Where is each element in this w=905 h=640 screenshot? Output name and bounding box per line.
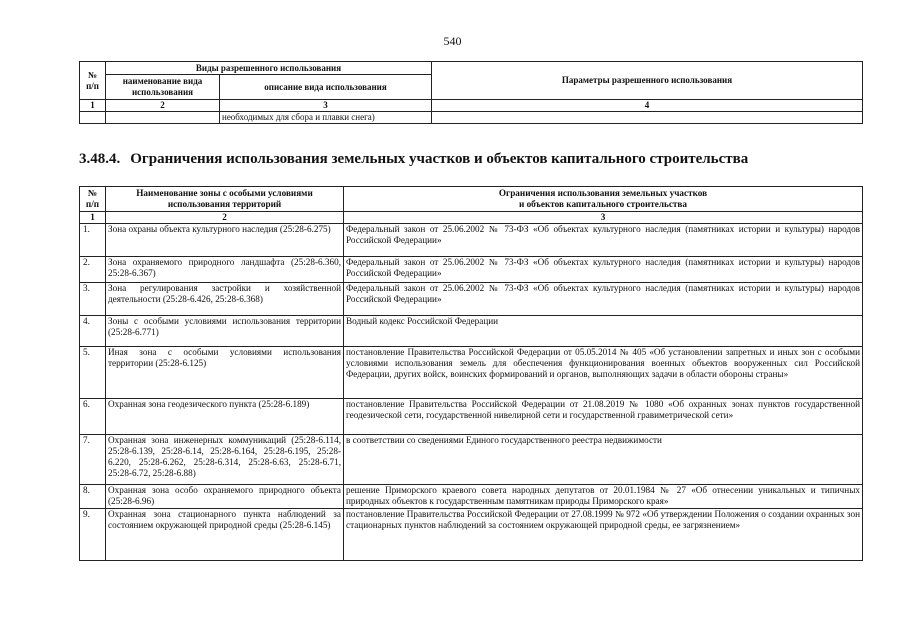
table-row — [80, 509, 863, 561]
row-zone: Охранная зона стационарного пункта наблюдений за состоянием окружающей природной среды (25:28-6.145) — [106, 509, 344, 561]
cell-num — [80, 112, 106, 124]
row-num: 7. — [80, 435, 106, 485]
row-restriction: решение Приморского краевого совета народных депутатов от 20.01.1984 № 27 «Об отнесении уникальных и типичных природных объектов к государственным памятникам природы Приморского края» — [344, 485, 863, 509]
header-zone: Наименование зоны с особыми условиями использования территорий — [106, 187, 344, 212]
table-row — [80, 283, 863, 316]
column-number: 1 — [80, 100, 106, 112]
row-restriction: Федеральный закон от 25.06.2002 № 73-ФЗ «Об объектах культурного наследия (памятниках истории и культуры) народов Российской Федерации» — [344, 257, 863, 283]
row-zone: Зона охраны объекта культурного наследия (25:28-6.275) — [106, 224, 344, 257]
page-number: 540 — [443, 34, 462, 48]
column-number: 4 — [432, 100, 863, 112]
table-row — [80, 399, 863, 435]
row-num: 6. — [80, 399, 106, 435]
row-num: 4. — [80, 316, 106, 347]
row-restriction: Федеральный закон от 25.06.2002 № 73-ФЗ «Об объектах культурного наследия (памятниках истории и культуры) народов Российской Федерации» — [344, 224, 863, 257]
row-zone: Охранная зона геодезического пункта (25:28-6.189) — [106, 399, 344, 435]
column-number: 2 — [106, 100, 220, 112]
restrictions-table — [79, 186, 863, 561]
row-restriction: постановление Правительства Российской Федерации от 05.05.2014 № 405 «Об установлении запретных и иных зон с особыми условиями использования земель для обеспечения функционирования военных объектов вооруженных сил Российской Федерации, других войск, воинских формирований и органов, выполняющих задачи в области обороны страны» — [344, 347, 863, 399]
table-row — [80, 485, 863, 509]
header-restriction: Ограничения использования земельных участков и объектов капитального строительства — [344, 187, 863, 212]
section-title: Ограничения использования земельных участков и объектов капитального строительства — [130, 151, 749, 167]
cell-name — [106, 112, 220, 124]
header-type-description: описание вида использования — [220, 75, 432, 100]
header-num: № п/п — [80, 187, 106, 212]
row-zone: Иная зона с особыми условиями использования территории (25:28-6.125) — [106, 347, 344, 399]
table-row — [80, 112, 863, 124]
row-zone: Охранная зона инженерных коммуникаций (25:28-6.114, 25:28-6.139, 25:28-6.14, 25:28-6.164, 25:28-6.195, 25:28-6.220, 25:28-6.262, 25:28-6.314, 25:28-6.63, 25:28-6.71, 25:28-6.72, 25:28-6.88) — [106, 435, 344, 485]
table-row — [80, 435, 863, 485]
row-num: 5. — [80, 347, 106, 399]
permitted-use-table — [79, 61, 863, 124]
table-row — [80, 224, 863, 257]
column-number: 2 — [106, 212, 344, 224]
row-restriction: постановление Правительства Российской Федерации от 21.08.2019 № 1080 «Об охранных зонах пунктов государственной геодезической сети, государственной нивелирной сети и государственной гравиметрической сети» — [344, 399, 863, 435]
column-number: 1 — [80, 212, 106, 224]
header-num: № п/п — [80, 62, 106, 100]
header-type-name: наименование вида использования — [106, 75, 220, 100]
row-restriction: Федеральный закон от 25.06.2002 № 73-ФЗ «Об объектах культурного наследия (памятниках истории и культуры) народов Российской Федерации» — [344, 283, 863, 316]
row-zone: Зоны с особыми условиями использования территории (25:28-6.771) — [106, 316, 344, 347]
row-num: 2. — [80, 257, 106, 283]
row-num: 1. — [80, 224, 106, 257]
table-row — [80, 257, 863, 283]
row-zone: Охранная зона особо охраняемого природного объекта (25:28-6.96) — [106, 485, 344, 509]
column-number: 3 — [344, 212, 863, 224]
header-params: Параметры разрешенного использования — [432, 62, 863, 100]
cell-params — [432, 112, 863, 124]
row-restriction: в соответствии со сведениями Единого государственного реестра недвижимости — [344, 435, 863, 485]
row-restriction: Водный кодекс Российской Федерации — [344, 316, 863, 347]
section-number: 3.48.4. — [79, 151, 121, 167]
row-zone: Зона регулирования застройки и хозяйственной деятельности (25:28-6.426, 25:28-6.368) — [106, 283, 344, 316]
column-number: 3 — [220, 100, 432, 112]
row-zone: Зона охраняемого природного ландшафта (25:28-6.360, 25:28-6.367) — [106, 257, 344, 283]
row-num: 9. — [80, 509, 106, 561]
header-types-group: Виды разрешенного использования — [106, 62, 432, 75]
row-num: 3. — [80, 283, 106, 316]
cell-description: необходимых для сбора и плавки снега) — [220, 112, 432, 124]
table-row — [80, 347, 863, 399]
section-heading — [79, 151, 869, 168]
table-row — [80, 316, 863, 347]
row-num: 8. — [80, 485, 106, 509]
row-restriction: постановление Правительства Российской Федерации от 27.08.1999 № 972 «Об утверждении Положения о создании охранных зон стационарных пунктов наблюдений за состоянием окружающей природной среды, ее загрязнением» — [344, 509, 863, 561]
